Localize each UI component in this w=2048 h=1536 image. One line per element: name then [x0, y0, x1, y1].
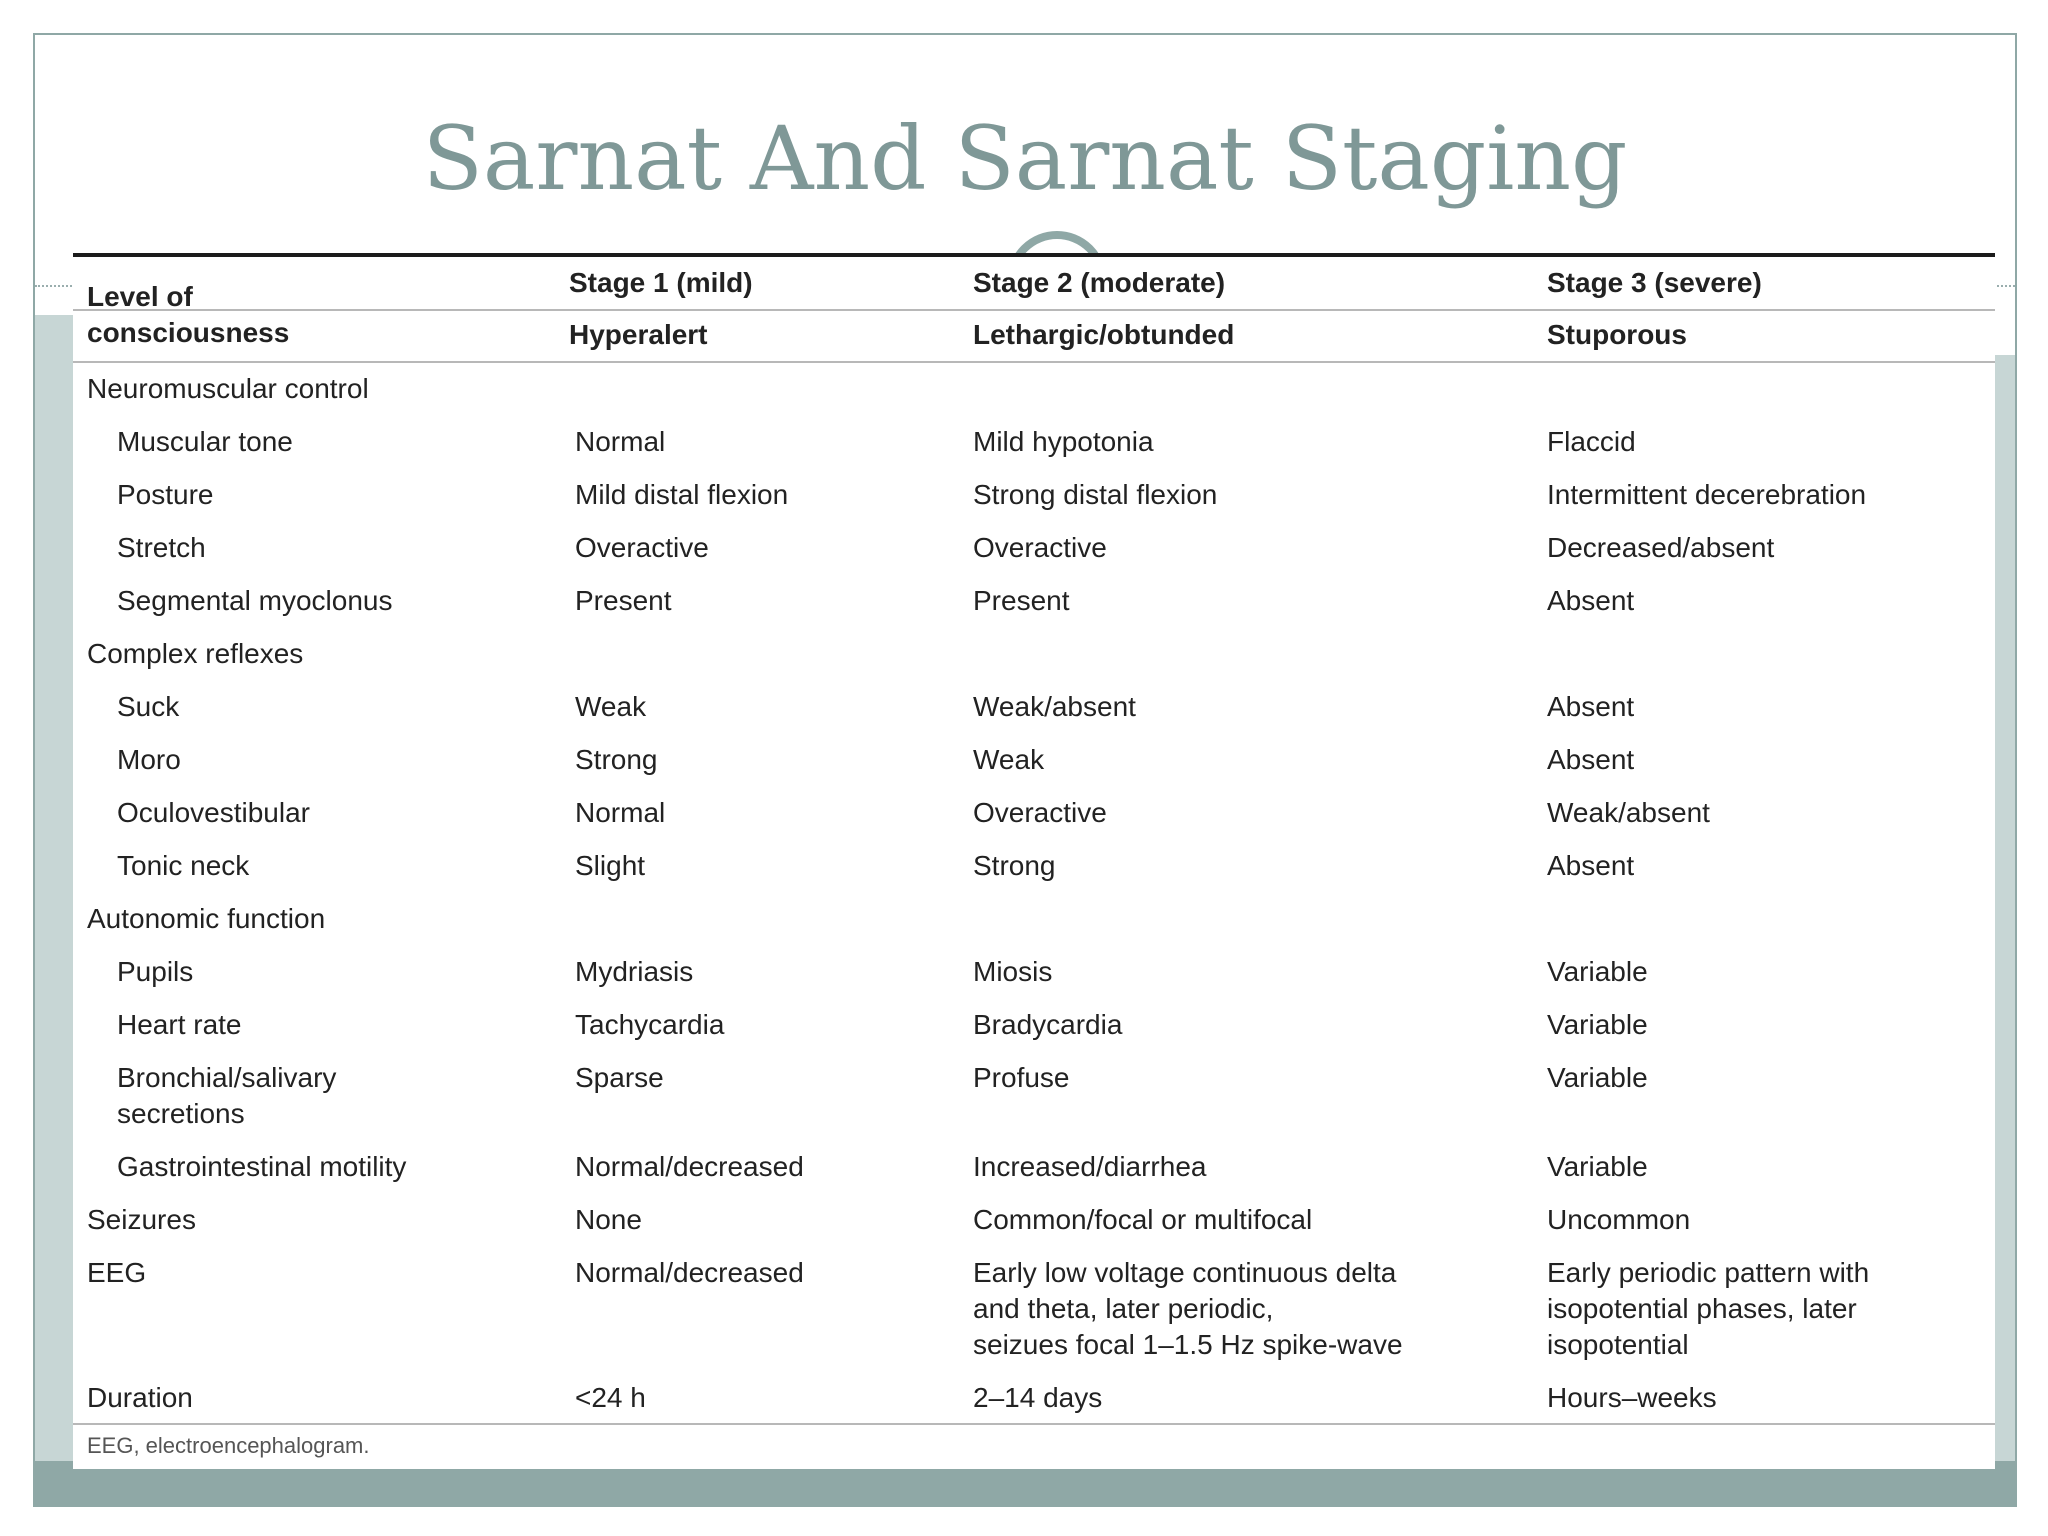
stage3-cell: Early periodic pattern with	[1547, 1257, 1870, 1288]
row-label: Segmental myoclonus	[117, 585, 393, 616]
stage3-cell: Flaccid	[1547, 426, 1636, 457]
stage2-cell: Increased/diarrhea	[973, 1151, 1207, 1182]
stage2-cell: Overactive	[973, 797, 1107, 828]
section-label: Autonomic function	[87, 903, 326, 934]
header-stage-2: Stage 2 (moderate)	[973, 267, 1226, 298]
row-label: Bronchial/salivary	[117, 1062, 337, 1093]
stage2-cell: Common/focal or multifocal	[973, 1204, 1313, 1235]
stage1-cell: Normal/decreased	[575, 1257, 804, 1288]
stage3-cell: Weak/absent	[1547, 797, 1710, 828]
row-label: Tonic neck	[117, 850, 250, 881]
stage2-cell-continued: seizues focal 1–1.5 Hz spike-wave	[973, 1329, 1403, 1360]
stage1-cell: Strong	[575, 744, 658, 775]
row-label: Suck	[117, 691, 180, 722]
stage1-cell: Weak	[575, 691, 647, 722]
stage3-cell: Decreased/absent	[1547, 532, 1775, 563]
header-loc-stage-3: Stuporous	[1547, 319, 1687, 350]
stage2-cell: Bradycardia	[973, 1009, 1123, 1040]
stage2-cell: Weak/absent	[973, 691, 1136, 722]
row-label: Seizures	[87, 1204, 196, 1235]
stage1-cell: Tachycardia	[575, 1009, 725, 1040]
stage3-cell: Absent	[1547, 850, 1635, 881]
stage2-cell: Weak	[973, 744, 1045, 775]
row-label: EEG	[87, 1257, 147, 1288]
dotted-rule-right	[1993, 285, 2015, 287]
stage3-cell: Intermittent decerebration	[1547, 479, 1867, 510]
stage3-cell: Uncommon	[1547, 1204, 1691, 1235]
stage3-cell: Variable	[1547, 1009, 1648, 1040]
stage2-cell: 2–14 days	[973, 1382, 1103, 1413]
header-bottom-rule	[73, 361, 1995, 363]
header-divider	[73, 309, 1995, 311]
stage2-cell: Strong	[973, 850, 1056, 881]
stage3-cell: Absent	[1547, 744, 1635, 775]
stage1-cell: Overactive	[575, 532, 709, 563]
header-loc-stage-1: Hyperalert	[569, 319, 708, 350]
stage2-cell: Miosis	[973, 956, 1053, 987]
row-label: Heart rate	[117, 1009, 242, 1040]
stage3-cell: Variable	[1547, 1062, 1648, 1093]
stage2-cell: Present	[973, 585, 1070, 616]
row-label: Posture	[117, 479, 214, 510]
stage1-cell: Present	[575, 585, 672, 616]
dotted-rule-left	[35, 285, 75, 287]
stage2-cell: Overactive	[973, 532, 1107, 563]
stage3-cell-continued: isopotential phases, later	[1547, 1293, 1857, 1324]
stage1-cell: Mild distal flexion	[575, 479, 789, 510]
stage1-cell: Normal	[575, 426, 666, 457]
stage2-cell-continued: and theta, later periodic,	[973, 1293, 1274, 1324]
header-stage-3: Stage 3 (severe)	[1547, 267, 1762, 298]
stage3-cell: Variable	[1547, 956, 1648, 987]
row-label: Moro	[117, 744, 181, 775]
stage1-cell: Slight	[575, 850, 646, 881]
sarnat-staging-table	[73, 253, 1995, 1469]
stage3-cell: Absent	[1547, 585, 1635, 616]
stage1-cell: <24 h	[575, 1382, 646, 1413]
row-label: Pupils	[117, 956, 194, 987]
stage2-cell: Early low voltage continuous delta	[973, 1257, 1397, 1288]
stage2-cell: Mild hypotonia	[973, 426, 1154, 457]
section-label: Complex reflexes	[87, 638, 304, 669]
left-decorative-band	[35, 315, 75, 1465]
stage1-cell: Normal	[575, 797, 666, 828]
stage1-cell: Sparse	[575, 1062, 664, 1093]
row-label: Duration	[87, 1382, 193, 1413]
stage1-cell: Mydriasis	[575, 956, 694, 987]
right-decorative-band	[1995, 355, 2015, 1465]
header-level-of: Level of	[87, 281, 193, 312]
row-label: Oculovestibular	[117, 797, 310, 828]
row-label: Stretch	[117, 532, 206, 563]
row-label: Gastrointestinal motility	[117, 1151, 407, 1182]
slide-title: Sarnat And Sarnat Staging	[422, 107, 1628, 210]
stage2-cell: Profuse	[973, 1062, 1070, 1093]
header-consciousness: consciousness	[87, 317, 290, 348]
stage3-cell-continued: isopotential	[1547, 1329, 1689, 1360]
section-label: Neuromuscular control	[87, 373, 369, 404]
table-footnote: EEG, electroencephalogram.	[87, 1433, 370, 1458]
row-label-continued: secretions	[117, 1098, 245, 1129]
stage3-cell: Variable	[1547, 1151, 1648, 1182]
stage2-cell: Strong distal flexion	[973, 479, 1218, 510]
header-stage-1: Stage 1 (mild)	[569, 267, 753, 298]
stage3-cell: Hours–weeks	[1547, 1382, 1717, 1413]
stage3-cell: Absent	[1547, 691, 1635, 722]
header-loc-stage-2: Lethargic/obtunded	[973, 319, 1235, 350]
slide	[33, 33, 2017, 1507]
stage1-cell: None	[575, 1204, 642, 1235]
stage1-cell: Normal/decreased	[575, 1151, 804, 1182]
table-bottom-rule	[73, 1423, 1995, 1425]
row-label: Muscular tone	[117, 426, 293, 457]
